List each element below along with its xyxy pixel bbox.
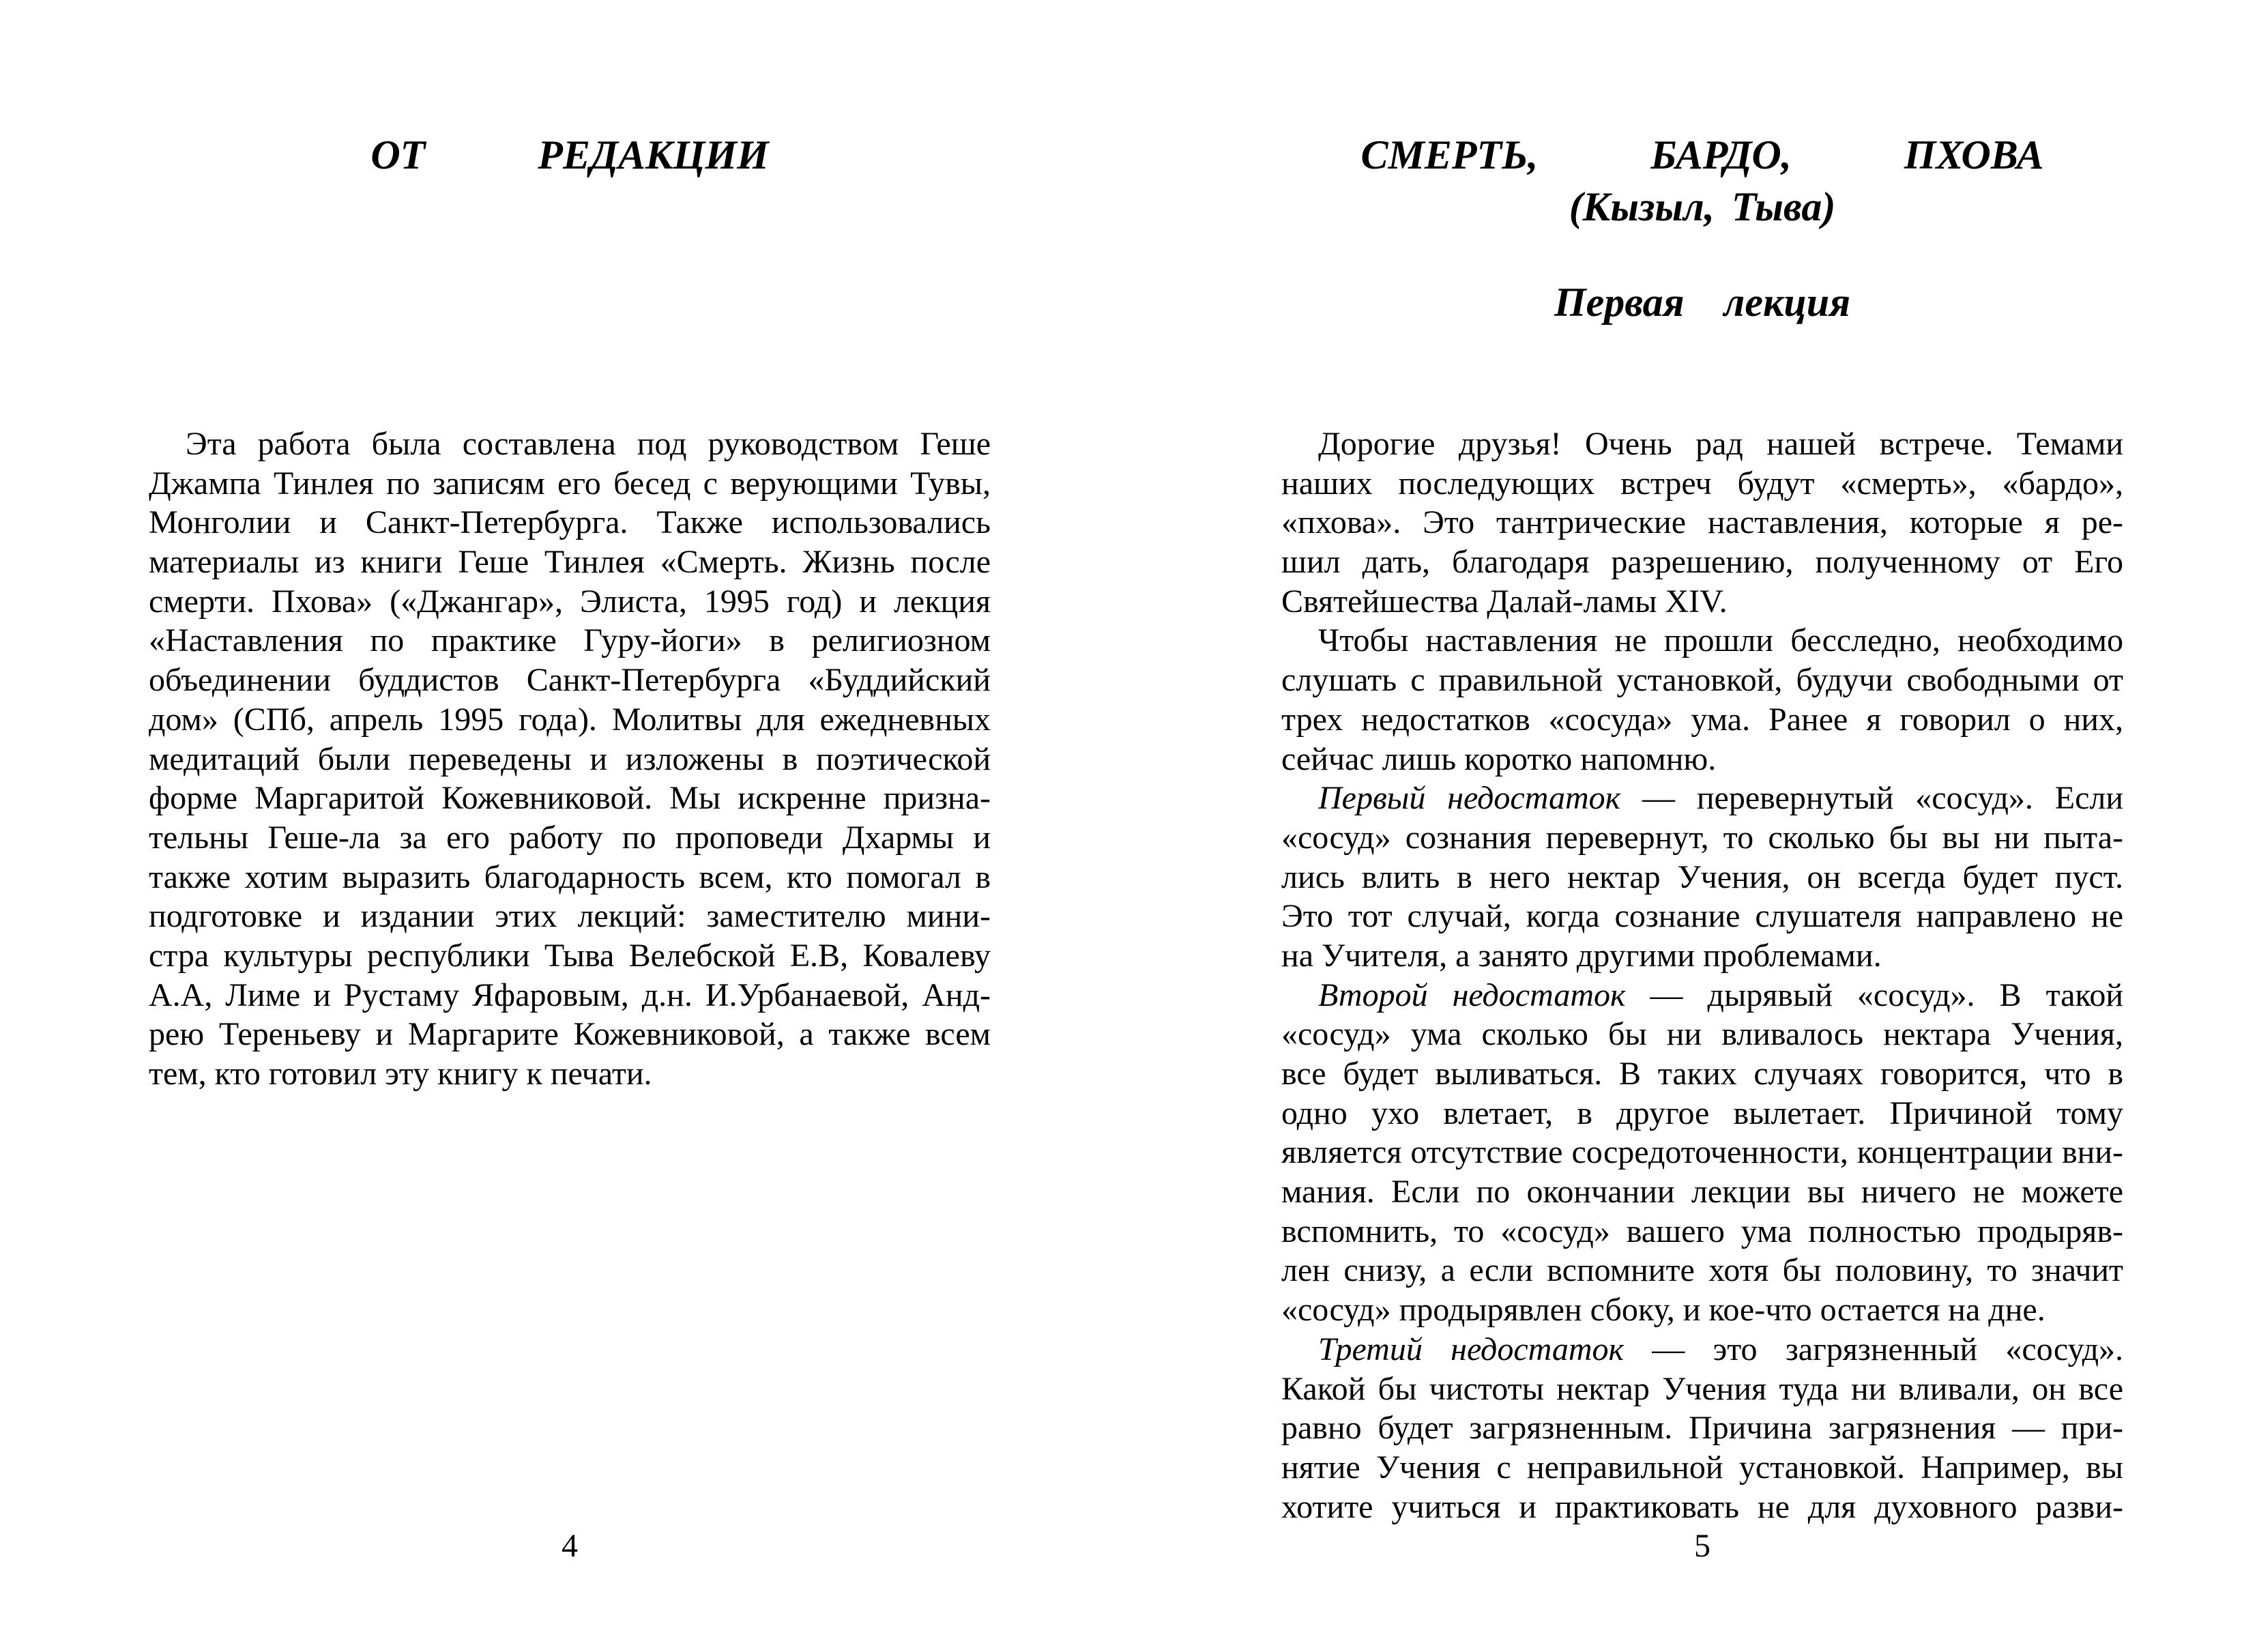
text-line xyxy=(1281,464,2123,504)
line-text: «Наставления по практике Гуру-йоги» в религиозном xyxy=(149,622,991,659)
text-line xyxy=(1281,1488,2123,1527)
line-text: тем, кто готовил эту книгу к печати. xyxy=(149,1056,652,1092)
line-text: «сосуд» ума сколько бы ни вливалось нектара Учения, xyxy=(1281,1016,2123,1053)
line-text: шил дать, благодаря разрешению, полученному от Его xyxy=(1281,544,2123,581)
line-text: «сосуд» сознания перевернут, то сколько бы вы ни пыта- xyxy=(1281,819,2123,856)
line-text: — дырявый «сосуд». В такой xyxy=(1625,976,2123,1013)
line-text: равно будет загрязненным. Причина загрязнения — при- xyxy=(1281,1410,2123,1447)
line-text: тельны Геше-ла за его работу по проповеди Дхармы и xyxy=(149,819,991,856)
text-line xyxy=(1281,1133,2123,1172)
text-line xyxy=(1281,700,2123,740)
line-text: дом» (СПб, апрель 1995 года). Молитвы для ежедневных xyxy=(149,701,991,738)
text-line xyxy=(1281,1212,2123,1251)
text-line xyxy=(149,700,991,740)
line-text: «сосуд» продырявлен сбоку, и кое-что остается на дне. xyxy=(1281,1292,2045,1329)
text-line xyxy=(1281,1330,2123,1370)
line-text: лись влить в него нектар Учения, он всегда будет пуст. xyxy=(1281,858,2123,895)
text-line xyxy=(1281,1290,2123,1330)
text-line xyxy=(149,936,991,976)
text-line xyxy=(149,621,991,661)
text-line xyxy=(1281,621,2123,661)
line-text: форме Маргаритой Кожевниковой. Мы искренне призна- xyxy=(149,780,991,817)
line-text: Святейшества Далай-ламы XIV. xyxy=(1281,583,1728,620)
text-line xyxy=(1281,582,2123,622)
section-title: Первая лекция xyxy=(1554,280,1851,325)
text-line xyxy=(1281,858,2123,897)
line-text: наших последующих встреч будут «смерть», «бардо», xyxy=(1281,465,2123,502)
text-line xyxy=(149,582,991,622)
page-number: 5 xyxy=(1694,1528,1710,1564)
text-line xyxy=(1281,1054,2123,1094)
line-text: Джампа Тинлея по записям его бесед с верующими Тувы, xyxy=(149,465,991,502)
text-line xyxy=(149,897,991,936)
text-line xyxy=(1281,740,2123,779)
text-line xyxy=(1281,424,2123,464)
line-text: также хотим выразить благодарность всем, кто помогал в xyxy=(149,858,991,895)
line-text: вспомнить, то «сосуд» вашего ума полностью продыряв- xyxy=(1281,1213,2123,1249)
text-line xyxy=(1281,779,2123,818)
italic-term: Первый недостаток xyxy=(1318,780,1621,817)
line-text: является отсутствие сосредоточенности, концентрации вни- xyxy=(1281,1134,2123,1171)
line-text: Чтобы наставления не прошли бесследно, необходимо xyxy=(1318,622,2123,659)
line-text: Это тот случай, когда сознание слушателя направлено не xyxy=(1281,898,2123,935)
line-text: нятие Учения с неправильной установкой. Например, вы xyxy=(1281,1449,2123,1486)
text-line xyxy=(149,464,991,504)
right-page xyxy=(1281,0,2123,1652)
text-line xyxy=(149,1054,991,1094)
line-text: Эта работа была составлена под руководством Геше xyxy=(186,426,991,462)
text-line xyxy=(1281,542,2123,582)
line-text: одно ухо влетает, в другое вылетает. Причиной тому xyxy=(1281,1095,2123,1131)
text-line xyxy=(149,1015,991,1054)
line-text: смерти. Пхова» («Джангар», Элиста, 1995 год) и лекция xyxy=(149,583,991,620)
text-line xyxy=(149,503,991,542)
line-text: хотите учиться и практиковать не для духовного разви- xyxy=(1281,1488,2123,1525)
line-text: рею Тереньеву и Маргарите Кожевниковой, а также всем xyxy=(149,1016,991,1053)
line-text: подготовке и издании этих лекций: заместителю мини- xyxy=(149,898,991,935)
body-text xyxy=(149,424,991,1094)
text-line xyxy=(1281,818,2123,858)
text-line xyxy=(1281,1251,2123,1290)
line-text: А.А, Лиме и Рустаму Яфаровым, д.н. И.Урбанаевой, Анд- xyxy=(149,976,991,1013)
page-title: ОТ РЕДАКЦИИ xyxy=(370,132,769,177)
line-text: Какой бы чистоты нектар Учения туда ни вливали, он все xyxy=(1281,1370,2123,1407)
text-line xyxy=(1281,936,2123,976)
text-line xyxy=(1281,897,2123,936)
text-line xyxy=(149,976,991,1015)
line-text: трех недостатков «сосуда» ума. Ранее я говорил о них, xyxy=(1281,701,2123,738)
text-line xyxy=(149,542,991,582)
text-line xyxy=(1281,976,2123,1015)
line-text: объединении буддистов Санкт-Петербурга «Буддийский xyxy=(149,662,991,699)
text-line xyxy=(1281,503,2123,542)
text-line xyxy=(1281,1172,2123,1212)
text-line xyxy=(149,779,991,818)
line-text: медитаций были переведены и изложены в поэтической xyxy=(149,740,991,777)
text-line xyxy=(149,661,991,700)
chapter-subtitle: (Кызыл, Тыва) xyxy=(1569,184,1836,229)
text-line xyxy=(1281,1015,2123,1054)
line-text: — перевернутый «сосуд». Если xyxy=(1620,780,2123,817)
line-text: лен снизу, а если вспомните хотя бы половину, то значит xyxy=(1281,1252,2123,1289)
line-text: «пхова». Это тантрические наставления, которые я ре- xyxy=(1281,504,2123,541)
line-text: слушать с правильной установкой, будучи свободными от xyxy=(1281,662,2123,699)
line-text: Монголии и Санкт-Петербурга. Также использовались xyxy=(149,504,991,541)
left-page xyxy=(149,0,991,1652)
line-text: мания. Если по окончании лекции вы ничего не можете xyxy=(1281,1174,2123,1211)
text-line xyxy=(149,818,991,858)
page-number: 4 xyxy=(562,1528,578,1564)
line-text: материалы из книги Геше Тинлея «Смерть. Жизнь после xyxy=(149,544,991,581)
text-line xyxy=(1281,1094,2123,1133)
text-line xyxy=(149,858,991,897)
text-line xyxy=(149,424,991,464)
text-line xyxy=(149,740,991,779)
line-text: на Учителя, а занято другими проблемами. xyxy=(1281,937,1882,974)
text-line xyxy=(1281,1448,2123,1488)
line-text: сейчас лишь коротко напомню. xyxy=(1281,740,1717,777)
text-line xyxy=(1281,1408,2123,1448)
text-line xyxy=(1281,661,2123,700)
line-text: все будет выливаться. В таких случаях говорится, что в xyxy=(1281,1056,2123,1092)
body-text xyxy=(1281,424,2123,1526)
italic-term: Третий недостаток xyxy=(1318,1331,1625,1367)
line-text: — это загрязненный «сосуд». xyxy=(1624,1331,2123,1367)
line-text: стра культуры республики Тыва Велебской Е.В, Ковалеву xyxy=(149,937,991,974)
text-line xyxy=(1281,1370,2123,1409)
italic-term: Второй недостаток xyxy=(1318,976,1626,1013)
line-text: Дорогие друзья! Очень рад нашей встрече. Темами xyxy=(1318,426,2123,462)
chapter-title: СМЕРТЬ, БАРДО, ПХОВА xyxy=(1360,132,2044,177)
